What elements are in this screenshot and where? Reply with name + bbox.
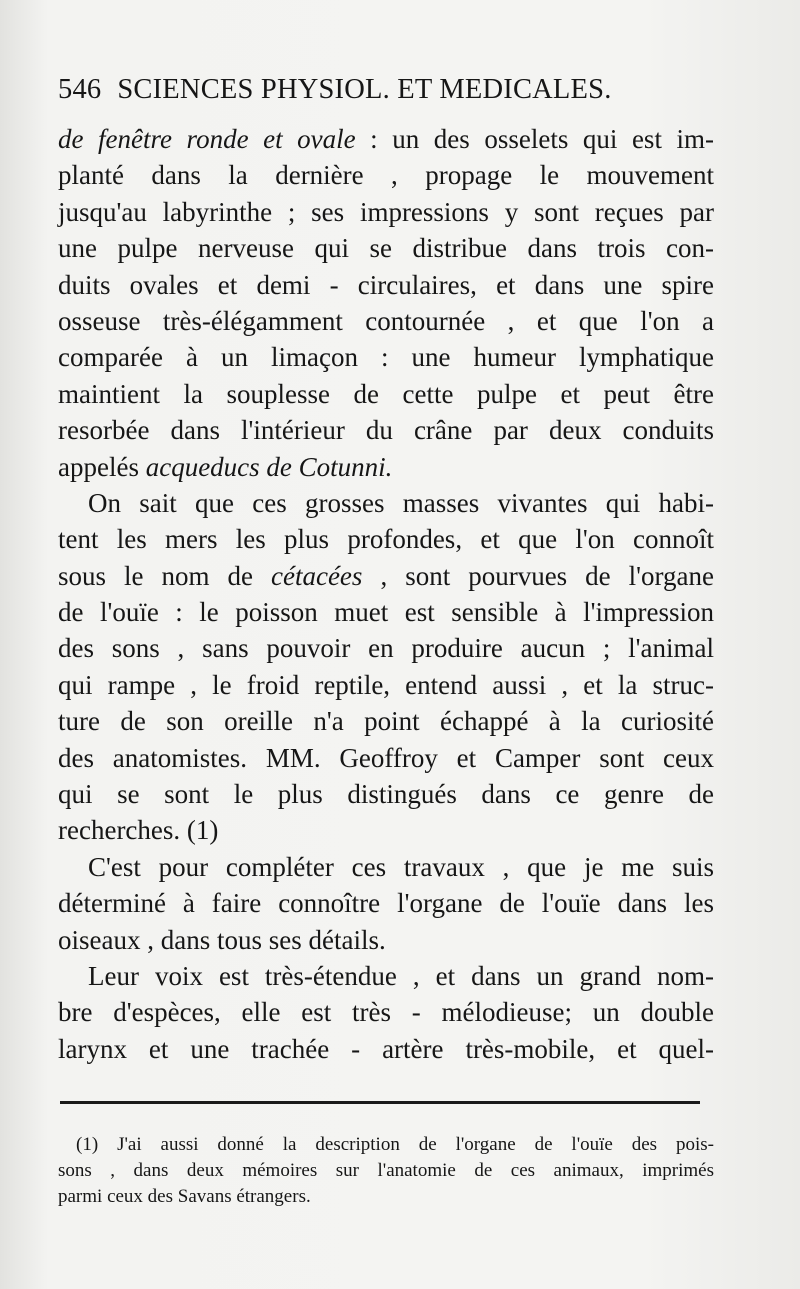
text-line: qui se sont le plus distingués dans ce genre de — [58, 779, 714, 810]
italic-phrase: cétacées — [271, 560, 363, 591]
paragraph — [58, 958, 714, 1067]
main-text — [58, 121, 714, 1067]
paragraph — [58, 121, 714, 485]
text-line: maintient la souplesse de cette pulpe et peut être — [58, 378, 714, 409]
text-line: bre d'espèces, elle est très - mélodieuse; un double — [58, 997, 714, 1028]
text-line: resorbée dans l'intérieur du crâne par deux conduits — [58, 415, 714, 446]
text-line: Leur voix est très-étendue , et dans un grand nom- — [88, 960, 714, 991]
text-line: de l'ouïe : le poisson muet est sensible à l'impression — [58, 597, 714, 628]
paragraph — [58, 849, 714, 958]
text-line: des sons , sans pouvoir en produire aucun ; l'animal — [58, 633, 714, 664]
text-line: oiseaux , dans tous ses détails. — [58, 924, 386, 955]
footnote-rule — [60, 1101, 700, 1104]
text-line: osseuse très-élégamment contournée , et que l'on a — [58, 305, 714, 336]
italic-phrase: acqueducs de Cotunni. — [145, 451, 393, 482]
text-line: On sait que ces grosses masses vivantes qui habi- — [88, 487, 714, 518]
text-line-italic-end: appelés acqueducs de Cotunni. — [58, 451, 393, 482]
footnote-line: (1) J'ai aussi donné la description de l'organe de l'ouïe des pois- — [76, 1134, 714, 1155]
text-line: planté dans la dernière , propage le mouvement — [58, 160, 714, 191]
text-line: ture de son oreille n'a point échappé à la curiosité — [58, 706, 714, 737]
page-number: 546 — [58, 74, 102, 105]
text-line-italic-start: de fenêtre ronde et ovale : un des osselets qui est im- — [58, 124, 714, 154]
text-line: une pulpe nerveuse qui se distribue dans trois con- — [58, 233, 714, 264]
text-line: qui rampe , le froid reptile, entend aussi , et la struc- — [58, 669, 714, 700]
text-line: déterminé à faire connoître l'organe de l'ouïe dans les — [58, 888, 714, 919]
text-line: des anatomistes. MM. Geoffroy et Camper sont ceux — [58, 742, 714, 773]
italic-phrase: de fenêtre ronde et ovale — [58, 124, 356, 154]
running-title: SCIENCES PHYSIOL. ET MEDICALES. — [117, 74, 612, 105]
text-line: comparée à un limaçon : une humeur lymphatique — [58, 342, 714, 373]
footnote-line: sons , dans deux mémoires sur l'anatomie de ces animaux, imprimés — [58, 1160, 714, 1181]
text-line: recherches. (1) — [58, 815, 219, 846]
text-line: jusqu'au labyrinthe ; ses impressions y sont reçues par — [58, 196, 714, 227]
text-line: C'est pour compléter ces travaux , que je me suis — [88, 851, 714, 882]
text-line: tent les mers les plus profondes, et que l'on connoît — [58, 524, 714, 555]
paragraph — [58, 485, 714, 849]
running-header — [58, 74, 698, 106]
text-line: duits ovales et demi - circulaires, et dans une spire — [58, 269, 714, 300]
text-line: larynx et une trachée - artère très-mobile, et quel- — [58, 1033, 714, 1064]
footnote-line: parmi ceux des Savans étrangers. — [58, 1186, 311, 1207]
footnote — [58, 1132, 714, 1210]
text-line-italic: sous le nom de cétacées , sont pourvues de l'organe — [58, 560, 714, 591]
